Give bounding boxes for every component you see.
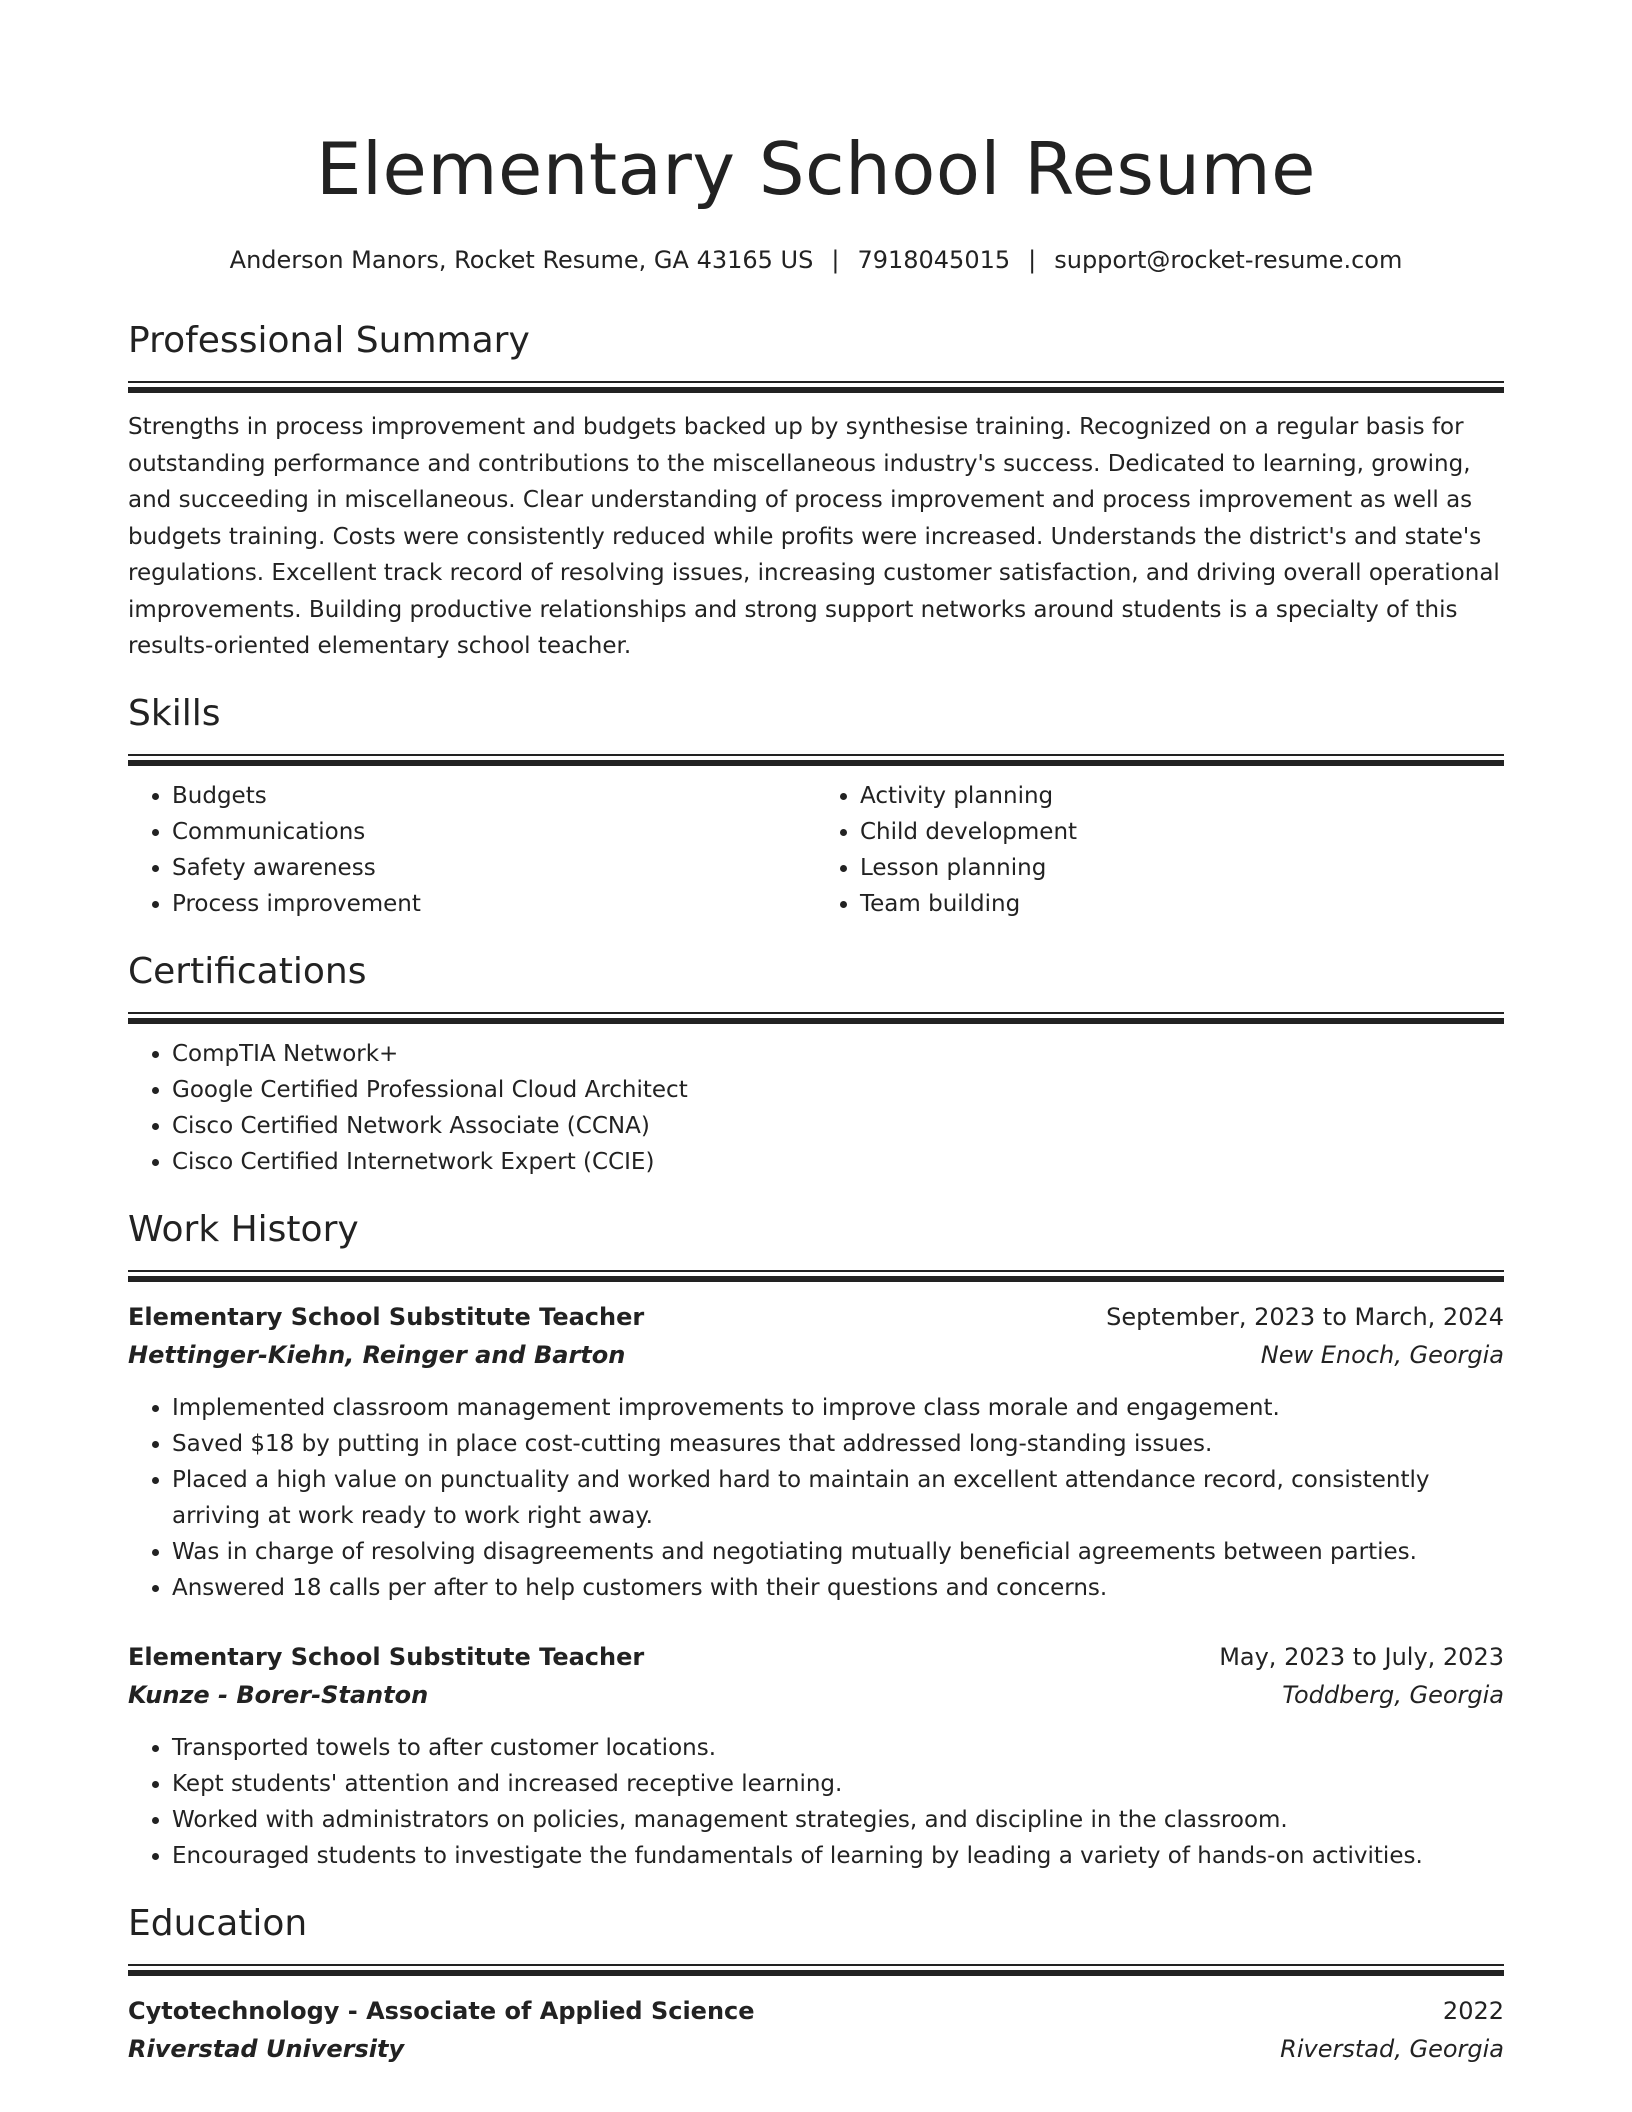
skill-item: • Team building	[860, 886, 1504, 922]
education-degree: Cytotechnology - Associate of Applied Science	[128, 1996, 755, 2025]
skill-item: • Lesson planning	[860, 850, 1504, 886]
job-bullet: • Kept students' attention and increased receptive learning.	[172, 1766, 1504, 1802]
section-heading-education: Education	[128, 1902, 308, 1944]
certification-item: • CompTIA Network+	[172, 1036, 1504, 1072]
contact-address: Anderson Manors, Rocket Resume, GA 43165 US	[229, 246, 814, 274]
job-header	[128, 1638, 1504, 1676]
skills-column-left	[128, 778, 816, 922]
education-location: Riverstad, Georgia	[1280, 2034, 1504, 2063]
section-education	[128, 1900, 1504, 2068]
section-summary	[128, 317, 1504, 665]
section-work-history	[128, 1206, 1504, 1874]
skill-item: • Safety awareness	[172, 850, 816, 886]
skill-item: • Activity planning	[860, 778, 1504, 814]
job-entry	[128, 1298, 1504, 1606]
skill-item: • Budgets	[172, 778, 816, 814]
certifications-list	[128, 1036, 1504, 1180]
education-school: Riverstad University	[128, 2034, 405, 2063]
contact-separator: |	[1028, 246, 1037, 274]
section-certifications	[128, 948, 1504, 1180]
job-dates: September, 2023 to March, 2024	[1106, 1302, 1504, 1331]
section-divider	[128, 381, 1504, 391]
section-divider	[128, 1270, 1504, 1280]
job-location: New Enoch, Georgia	[1260, 1340, 1504, 1369]
job-bullets	[128, 1730, 1504, 1874]
resume-title: Elementary School Resume	[316, 127, 1316, 211]
section-heading-certifications: Certifications	[128, 950, 367, 992]
job-dates: May, 2023 to July, 2023	[1219, 1642, 1504, 1671]
job-bullet: • Saved $18 by putting in place cost-cutting measures that addressed long-standing issues.	[172, 1426, 1504, 1462]
job-subheader	[128, 1336, 1504, 1374]
job-bullet: • Implemented classroom management improvements to improve class morale and engagement.	[172, 1390, 1504, 1426]
job-bullets	[128, 1390, 1504, 1606]
section-divider	[128, 754, 1504, 764]
summary-text: Strengths in process improvement and budgets backed up by synthesise training. Recognized on a regular basis for outstanding performance and contributions to the miscellaneous industry's success. Dedicated to learning, growing, and succeeding in miscellaneous. Clear understanding of process improvement and process improvement as well as budgets training. Costs were consistently reduced while profits were increased. Understands the district's and state's regulations. Excellent track record of resolving issues, increasing customer satisfaction, and driving overall operational improvements. Building productive relationships and strong support networks around students is a specialty of this results-oriented elementary school teacher.	[128, 414, 1500, 659]
section-heading-skills: Skills	[128, 692, 221, 734]
skills-list	[128, 778, 1504, 922]
job-location: Toddberg, Georgia	[1282, 1680, 1504, 1709]
section-heading-summary: Professional Summary	[128, 320, 530, 361]
section-heading-work-history: Work History	[128, 1208, 359, 1250]
skill-item: • Child development	[860, 814, 1504, 850]
section-divider	[128, 1012, 1504, 1022]
skill-item: • Communications	[172, 814, 816, 850]
job-bullet: • Transported towels to after customer locations.	[172, 1730, 1504, 1766]
job-title: Elementary School Substitute Teacher	[128, 1302, 645, 1331]
education-year: 2022	[1442, 1996, 1504, 2025]
job-employer: Kunze - Borer-Stanton	[128, 1680, 429, 1709]
certification-item: • Google Certified Professional Cloud Architect	[172, 1072, 1504, 1108]
job-bullet: • Was in charge of resolving disagreements and negotiating mutually beneficial agreements between parties.	[172, 1534, 1504, 1570]
job-bullet: • Answered 18 calls per after to help customers with their questions and concerns.	[172, 1570, 1504, 1606]
job-bullet: • Encouraged students to investigate the fundamentals of learning by leading a variety of hands-on activities.	[172, 1838, 1504, 1874]
contact-separator: |	[831, 246, 840, 274]
education-header	[128, 1992, 1504, 2030]
section-skills	[128, 690, 1504, 922]
section-divider	[128, 1964, 1504, 1974]
skill-item: • Process improvement	[172, 886, 816, 922]
job-header	[128, 1298, 1504, 1336]
job-bullet: • Placed a high value on punctuality and worked hard to maintain an excellent attendance record, consistently arriving at work ready to work right away.	[172, 1462, 1504, 1534]
contact-line	[128, 244, 1504, 276]
contact-email[interactable]: support@rocket-resume.com	[1054, 246, 1403, 274]
job-subheader	[128, 1676, 1504, 1714]
education-subheader	[128, 2030, 1504, 2068]
skills-column-right	[816, 778, 1504, 922]
job-entry	[128, 1638, 1504, 1874]
job-employer: Hettinger-Kiehn, Reinger and Barton	[128, 1340, 626, 1369]
certification-item: • Cisco Certified Internetwork Expert (CCIE)	[172, 1144, 1504, 1180]
certification-item: • Cisco Certified Network Associate (CCNA)	[172, 1108, 1504, 1144]
contact-phone: 7918045015	[857, 246, 1011, 274]
job-bullet: • Worked with administrators on policies, management strategies, and discipline in the classroom.	[172, 1802, 1504, 1838]
education-entry	[128, 1992, 1504, 2068]
job-title: Elementary School Substitute Teacher	[128, 1642, 645, 1671]
